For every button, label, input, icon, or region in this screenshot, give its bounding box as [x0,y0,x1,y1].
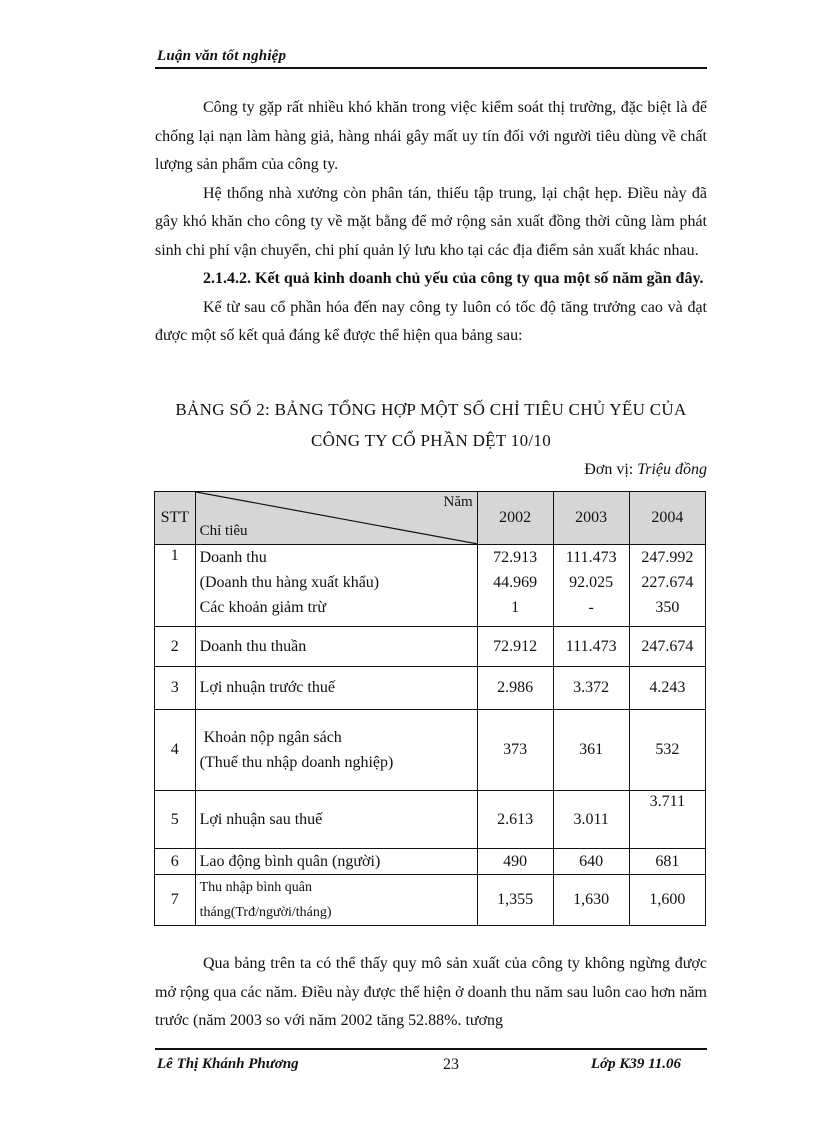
header-year-2004: 2004 [629,492,705,545]
cell-value: 247.992 [641,549,694,566]
row-value-2004 [629,545,705,627]
row-stt: 7 [155,875,196,926]
cell-value: 72.913 [493,549,538,566]
header-diagonal-cell [195,492,477,545]
row-value-2004: 681 [629,849,705,875]
row-name-line: Doanh thu [199,549,267,566]
row-value-2003: 3.011 [553,791,629,849]
row-stt: 5 [155,791,196,849]
row-value-2002: 72.912 [477,627,553,667]
row-stt: 6 [155,849,196,875]
table-row [155,667,706,710]
table-caption-line-2: CÔNG TY CỔ PHẦN DỆT 10/10 [310,431,551,450]
row-stt: 2 [155,627,196,667]
cell-value: 227.674 [641,574,694,591]
paragraph-1: Công ty gặp rất nhiều khó khăn trong việc kiểm soát thị trường, đặc biệt là để chống lại nạn làm hàng giả, hàng nhái gây mất uy tín đối với người tiêu dùng về chất lượng sản phẩm của công ty. [155,99,707,173]
page-number: 23 [443,1056,459,1073]
table-row [155,849,706,875]
body-text [155,94,707,351]
row-stt: 4 [155,710,196,791]
table-row [155,875,706,926]
paragraph-2: Hệ thống nhà xưởng còn phân tán, thiếu tập trung, lại chật hẹp. Điều này đã gây khó khăn cho công ty về mặt bằng để mở rộng sản xuất đồng thời cũng làm phát sinh chi phí vận chuyển, chi phí quản lý lưu kho tại các địa điểm sản xuất khác nhau. [155,184,707,259]
row-value-2003: 361 [553,710,629,791]
section-heading: 2.1.4.2. Kết quả kinh doanh chủ yếu của công ty qua một số năm gần đây. [203,270,704,287]
row-name: Doanh thu thuần [195,627,477,667]
row-value-2003 [553,545,629,627]
cell-value: 111.473 [565,549,617,566]
row-value-2002: 2.613 [477,791,553,849]
row-value-2003: 111.473 [553,627,629,667]
unit-value: Triệu đồng [637,461,707,478]
row-value-2004: 3.711 [629,791,705,849]
row-name-line: tháng(Trđ/người/tháng) [199,905,332,920]
paragraph-3: Kể từ sau cổ phần hóa đến nay công ty luôn có tốc độ tăng trưởng cao và đạt được một số kết quả đáng kể được thể hiện qua bảng sau: [155,298,707,344]
table-row [155,791,706,849]
table-caption-line-1: BẢNG SỐ 2: BẢNG TỔNG HỢP MỘT SỐ CHỈ TIÊU CHỦ YẾU CỦA [175,400,687,419]
paragraph-4: Qua bảng trên ta có thể thấy quy mô sản xuất của công ty không ngừng được mở rộng qua các năm. Điều này được thể hiện ở doanh thu năm sau luôn cao hơn năm trước (năm 2003 so với năm 2002 tăng 52.88%. tương [155,955,707,1029]
row-stt: 3 [155,667,196,710]
row-value-2002 [477,545,553,627]
footer-rule [155,1048,707,1050]
row-value-2004: 532 [629,710,705,791]
cell-value: 350 [655,599,680,616]
row-name-line: (Thuế thu nhập doanh nghiệp) [199,754,394,771]
row-value-2004: 247.674 [629,627,705,667]
row-value-2002: 2.986 [477,667,553,710]
row-value-2002: 1,355 [477,875,553,926]
header-year-2003: 2003 [553,492,629,545]
page-header [155,47,707,69]
row-name [195,545,477,627]
header-rule [155,67,707,69]
header-stt: STT [155,492,196,545]
unit-prefix: Đơn vị: [584,461,638,478]
header-year-2002: 2002 [477,492,553,545]
table-row [155,710,706,791]
row-value-2003: 640 [553,849,629,875]
row-name-line: Thu nhập bình quân [199,880,312,895]
cell-value: - [588,599,594,616]
row-value-2002: 373 [477,710,553,791]
row-value-2004: 1,600 [629,875,705,926]
unit-label [584,461,707,479]
row-name: Lao động bình quân (người) [195,849,477,875]
row-name: Lợi nhuận sau thuế [195,791,477,849]
header-chitieu: Chỉ tiêu [199,523,248,539]
footer-class: Lớp K39 11.06 [590,1056,681,1072]
cell-value: 1 [511,599,520,616]
row-name-line: Khoản nộp ngân sách [203,729,342,746]
summary-table [154,491,706,926]
table-row [155,545,706,627]
row-name-line: Các khoản giảm trừ [199,599,327,616]
row-value-2003: 3.372 [553,667,629,710]
row-value-2003: 1,630 [553,875,629,926]
header-nam: Năm [443,494,473,510]
table-row [155,627,706,667]
row-name [195,875,477,926]
row-value-2004: 4.243 [629,667,705,710]
row-name [195,710,477,791]
cell-value: 92.025 [569,574,614,591]
header-title: Luận văn tốt nghiệp [157,48,287,64]
row-stt: 1 [155,545,196,627]
row-name: Lợi nhuận trước thuế [195,667,477,710]
row-value-2002: 490 [477,849,553,875]
cell-value: 44.969 [493,574,538,591]
table-header-row [155,492,706,545]
closing-text [155,950,707,1036]
row-name-line: (Doanh thu hàng xuất khẩu) [199,574,380,591]
footer-author: Lê Thị Khánh Phương [157,1056,299,1072]
page-footer [155,1048,707,1078]
